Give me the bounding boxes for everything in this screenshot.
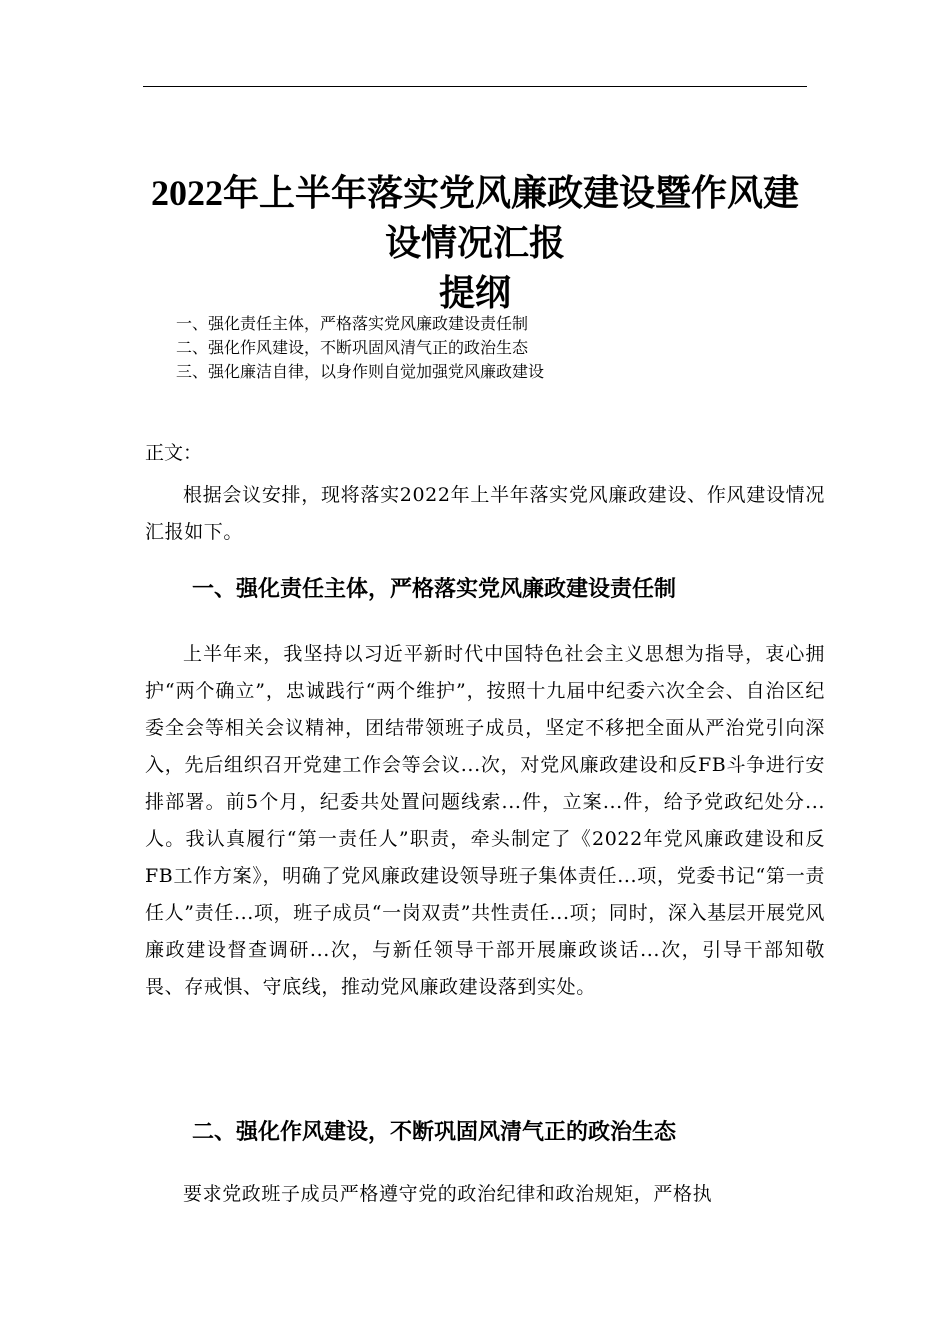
title-line-outline-label: 提纲 xyxy=(438,273,511,313)
body-label: 正文： xyxy=(145,442,203,464)
outline-item: 一、强化责任主体，严格落实党风廉政建设责任制 xyxy=(176,314,529,333)
intro-paragraph: 根据会议安排，现将落实2022年上半年落实党风廉政建设、作风建设情况汇报如下。 xyxy=(145,484,825,543)
title-line: 2022年上半年落实党风廉政建设暨作风建 xyxy=(150,173,799,213)
section-paragraph: 上半年来，我坚持以习近平新时代中国特色社会主义思想为指导，衷心拥护“两个确立”，忠诚践行“两个维护”，按照十九届中纪委六次全会、自治区纪委全会等相关会议精神，团结带领班子成员，坚定不移把全面从严治党引向深入，先后组织召开党建工作会等会议...次，对党风廉政建设和反FB斗争进行安排部署。前5个月，纪委共处置问题线索...件，立案...件，给予党政纪处分...人。我认真履行“第一责任人”职责，牵头制定了《2022年党风廉政建设和反FB工作方案》，明确了党风廉政建设领导班子集体责任...项，党委书记“第一责任人”责任...项，班子成员“一岗双责”共性责任...项；同时，深入基层开展党风廉政建设督查调研...次，与新任领导干部开展廉政谈话...次，引导干部知敬畏、存戒惧、守底线，推动党风廉政建设落到实处。 xyxy=(145,643,825,998)
title-line: 设情况汇报 xyxy=(384,223,565,263)
header-rule xyxy=(143,86,807,87)
section-heading: 二、强化作风建设，不断巩固风清气正的政治生态 xyxy=(192,1120,677,1145)
section-paragraph: 要求党政班子成员严格遵守党的政治纪律和政治规矩，严格执 xyxy=(183,1183,713,1205)
outline-list xyxy=(176,312,544,384)
outline-item: 二、强化作风建设，不断巩固风清气正的政治生态 xyxy=(176,338,529,357)
section-heading: 一、强化责任主体，严格落实党风廉政建设责任制 xyxy=(192,577,677,602)
document-title xyxy=(120,168,830,318)
outline-item: 三、强化廉洁自律，以身作则自觉加强党风廉政建设 xyxy=(176,362,545,381)
